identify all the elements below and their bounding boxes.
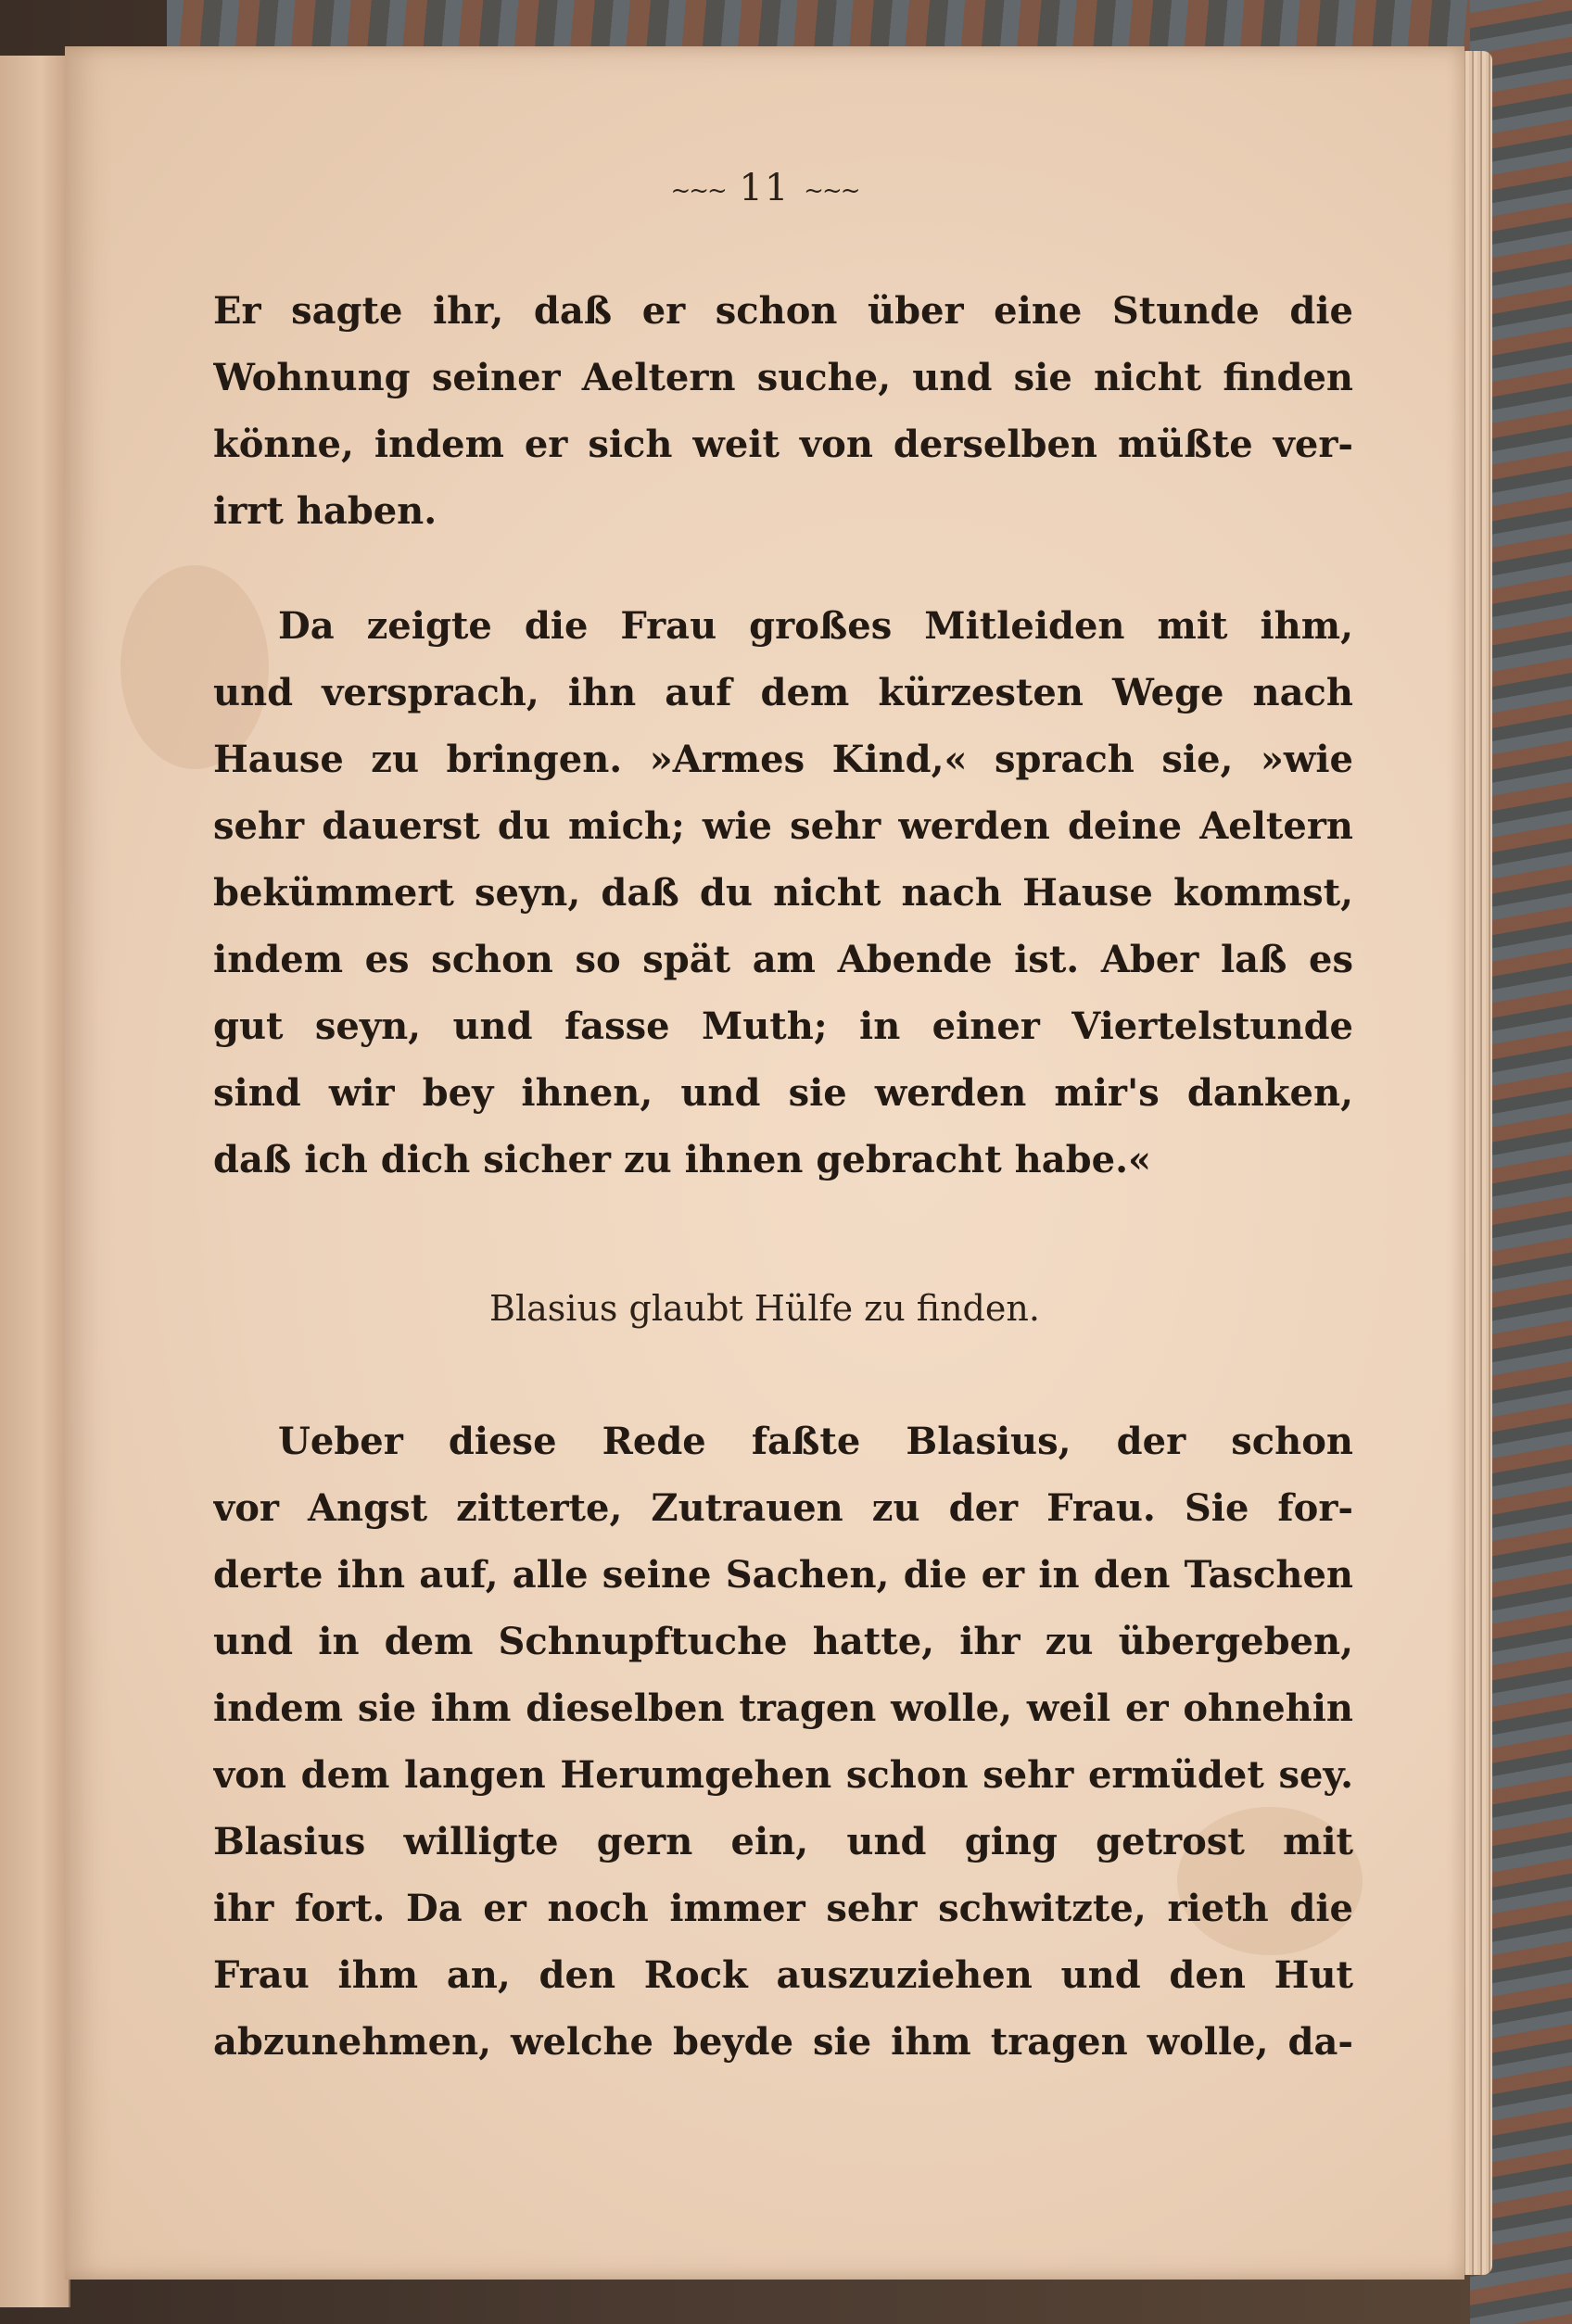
text-line: sind wir bey ihnen, und sie werden mir's danken, — [213, 1071, 1353, 1115]
paragraph-3 — [213, 1408, 1353, 2076]
ornament-right: ~~~ — [804, 177, 859, 205]
text-line: indem es schon so spät am Abende ist. Aber laß es — [213, 938, 1353, 981]
text-line: Blasius willigte gern ein, und ging getrost mit — [213, 1820, 1353, 1863]
text-line: irrt haben. — [213, 489, 437, 533]
text-line: Ueber diese Rede faßte Blasius, der schon — [278, 1420, 1353, 1463]
text-line: Da zeigte die Frau großes Mitleiden mit ihm, — [278, 604, 1353, 648]
text-line: daß ich dich sicher zu ihnen gebracht habe.« — [213, 1138, 1151, 1181]
section-subheading: Blasius glaubt Hülfe zu finden. — [489, 1288, 1040, 1329]
paragraph-1 — [213, 278, 1353, 545]
text-line: könne, indem er sich weit von derselben müßte ver- — [213, 423, 1353, 466]
text-line: gut seyn, und fasse Muth; in einer Viertelstunde — [213, 1004, 1353, 1048]
ornament-left: ~~~ — [670, 177, 726, 205]
paragraph-2 — [213, 593, 1353, 1194]
page-header — [65, 167, 1464, 209]
previous-page-edge — [0, 56, 70, 2307]
text-line: ihr fort. Da er noch immer sehr schwitzte, rieth die — [213, 1887, 1353, 1930]
book-page — [65, 46, 1464, 2280]
text-line: und versprach, ihn auf dem kürzesten Wege nach — [213, 671, 1353, 714]
text-line: vor Angst zitterte, Zutrauen zu der Frau. Sie for- — [213, 1486, 1353, 1530]
text-line: Wohnung seiner Aeltern suche, und sie nicht finden — [213, 356, 1353, 399]
text-line: indem sie ihm dieselben tragen wolle, weil er ohnehin — [213, 1686, 1353, 1730]
text-line: Hause zu bringen. »Armes Kind,« sprach sie, »wie — [213, 738, 1353, 781]
text-line: abzunehmen, welche beyde sie ihm tragen wolle, da- — [213, 2020, 1353, 2064]
text-line: bekümmert seyn, daß du nicht nach Hause kommst, — [213, 871, 1353, 915]
text-line: von dem langen Herumgehen schon sehr ermüdet sey. — [213, 1753, 1353, 1797]
text-line: sehr dauerst du mich; wie sehr werden deine Aeltern — [213, 804, 1353, 848]
text-line: und in dem Schnupftuche hatte, ihr zu übergeben, — [213, 1620, 1353, 1663]
page-number: 11 — [739, 167, 791, 209]
text-line: Frau ihm an, den Rock auszuziehen und den Hut — [213, 1953, 1353, 1997]
text-line: derte ihn auf, alle seine Sachen, die er in den Taschen — [213, 1553, 1353, 1597]
text-line: Er sagte ihr, daß er schon über eine Stunde die — [213, 289, 1353, 333]
